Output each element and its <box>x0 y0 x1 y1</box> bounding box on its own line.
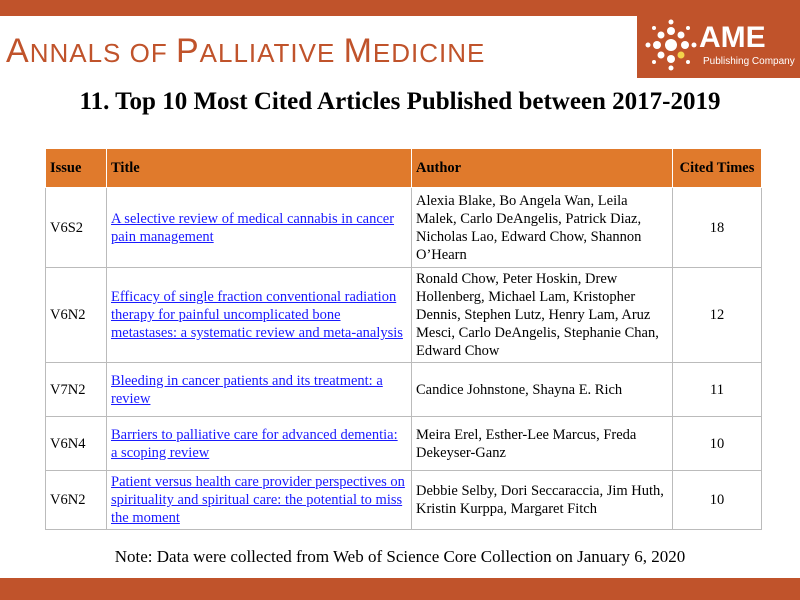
article-title-link[interactable]: Patient versus health care provider perspectives on spirituality and spiritual care: the potential to miss the moment <box>111 474 405 526</box>
issue-cell: V6N2 <box>46 471 107 530</box>
journal-title-part: NNALS <box>29 38 130 68</box>
title-cell <box>107 268 412 363</box>
title-cell <box>107 363 412 417</box>
cited-times-cell: 11 <box>673 363 762 417</box>
ame-dots-icon <box>645 19 697 71</box>
column-header-title: Title <box>107 149 412 188</box>
column-header-issue: Issue <box>46 149 107 188</box>
author-cell: Alexia Blake, Bo Angela Wan, Leila Malek, Carlo DeAngelis, Patrick Diaz, Nicholas Lao, Edward Chow, Shannon O’Hearn <box>412 188 673 268</box>
journal-title-part: A <box>6 32 30 70</box>
article-title-link[interactable]: A selective review of medical cannabis in cancer pain management <box>111 210 395 245</box>
journal-title <box>6 32 485 71</box>
author-cell: Ronald Chow, Peter Hoskin, Drew Hollenberg, Michael Lam, Kristopher Dennis, Stephen Lutz, Henry Lam, Aruz Mesci, Carlo DeAngelis, Stephanie Chan, Edward Chow <box>412 268 673 363</box>
column-header-cited-times: Cited Times <box>673 149 762 188</box>
table-row <box>46 268 762 363</box>
data-source-note: Note: Data were collected from Web of Science Core Collection on January 6, 2020 <box>114 547 686 566</box>
header <box>0 16 800 78</box>
table-row <box>46 363 762 417</box>
journal-title-part: OF <box>129 38 176 68</box>
logo-subtitle: Publishing Company <box>703 56 795 67</box>
journal-title-part: P <box>175 32 200 70</box>
top-banner-bar <box>0 0 800 16</box>
issue-cell: V6S2 <box>46 188 107 268</box>
cited-articles-table <box>45 148 762 530</box>
title-cell <box>107 417 412 471</box>
cited-times-cell: 10 <box>673 417 762 471</box>
issue-cell: V7N2 <box>46 363 107 417</box>
author-cell: Candice Johnstone, Shayna E. Rich <box>412 363 673 417</box>
title-cell <box>107 471 412 530</box>
article-title-link[interactable]: Bleeding in cancer patients and its treatment: a review <box>111 372 383 407</box>
title-cell <box>107 188 412 268</box>
logo-name: AME <box>699 21 766 54</box>
journal-title-part: EDICINE <box>372 38 486 68</box>
ame-logo <box>637 16 800 78</box>
journal-title-part: ALLIATIVE <box>199 38 344 68</box>
author-cell: Debbie Selby, Dori Seccaraccia, Jim Huth, Kristin Kurppa, Margaret Fitch <box>412 471 673 530</box>
table-row <box>46 471 762 530</box>
column-header-author: Author <box>412 149 673 188</box>
article-title-link[interactable]: Efficacy of single fraction conventional radiation therapy for painful uncomplicated bone metastases: a systematic review and meta-analysis <box>111 289 403 341</box>
table-row <box>46 417 762 471</box>
cited-times-cell: 12 <box>673 268 762 363</box>
cited-times-cell: 10 <box>673 471 762 530</box>
author-cell: Meira Erel, Esther-Lee Marcus, Freda Dekeyser-Ganz <box>412 417 673 471</box>
journal-title-part: M <box>343 32 373 70</box>
table-row <box>46 188 762 268</box>
page-title: 11. Top 10 Most Cited Articles Published between 2017-2019 <box>79 88 721 115</box>
issue-cell: V6N4 <box>46 417 107 471</box>
issue-cell: V6N2 <box>46 268 107 363</box>
cited-times-cell: 18 <box>673 188 762 268</box>
article-title-link[interactable]: Barriers to palliative care for advanced dementia: a scoping review <box>111 426 398 461</box>
table-header-row <box>46 149 762 188</box>
bottom-banner-bar <box>0 578 800 600</box>
